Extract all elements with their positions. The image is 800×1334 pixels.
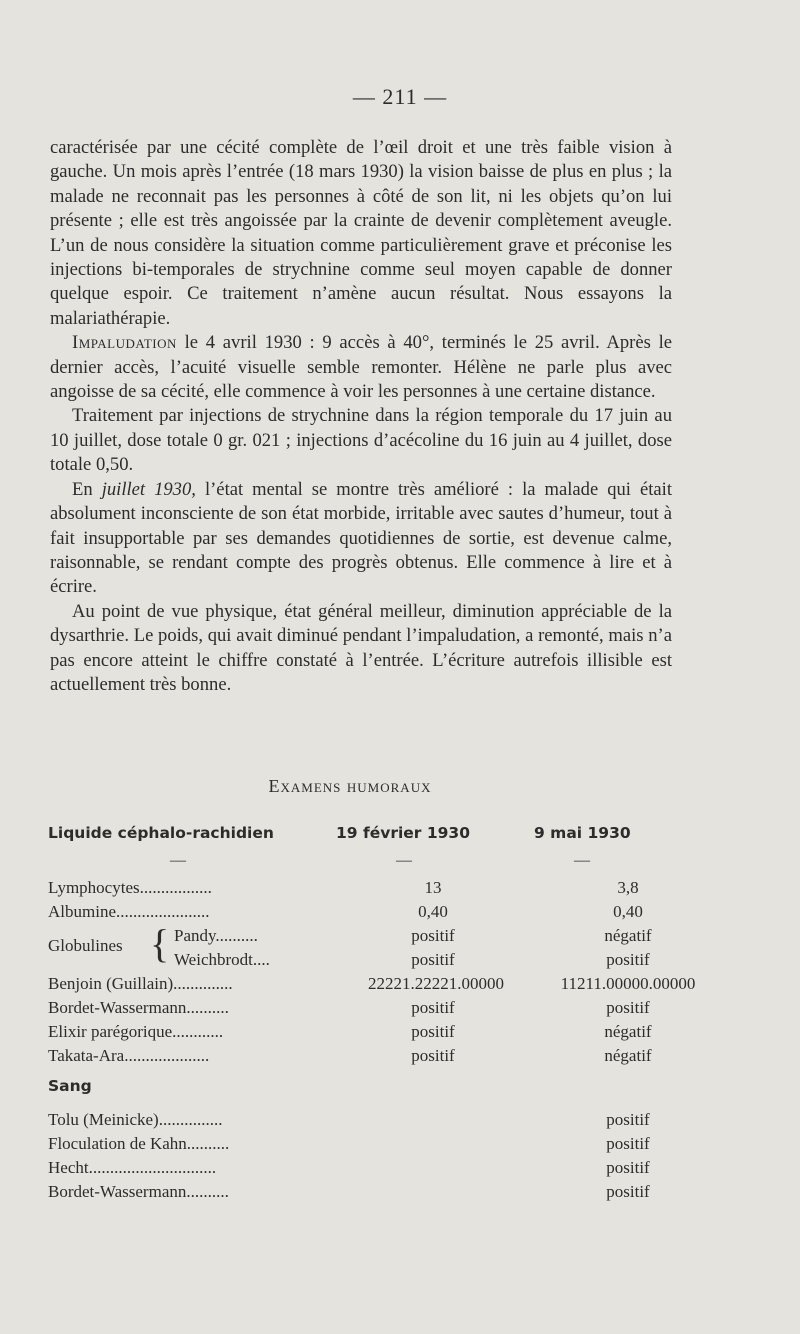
paragraph-4-lead: En [72, 478, 93, 500]
section-title: Examens humoraux [268, 776, 432, 796]
dash-3: — [574, 852, 590, 869]
row-value-1: positif [411, 926, 455, 945]
row-label: Benjoin (Guillain).............. [48, 974, 233, 993]
paragraph-4-date: juillet 1930, [101, 478, 196, 500]
paragraph-4 [50, 478, 672, 600]
table-header-label: Liquide céphalo-rachidien [48, 824, 274, 842]
body-text [50, 136, 672, 697]
row-value-1: 22221.22221.00000 [368, 974, 504, 993]
row-value-2: 0,40 [613, 902, 643, 921]
row-value-1: positif [411, 950, 455, 969]
row-label: Bordet-Wassermann.......... [48, 1182, 229, 1201]
table-row [48, 997, 688, 1019]
dash-1: — [170, 852, 186, 869]
row-label: Floculation de Kahn.......... [48, 1134, 230, 1153]
table-row [48, 1181, 688, 1203]
row-value-2: négatif [604, 1022, 652, 1041]
row-value-2: négatif [604, 1046, 652, 1065]
table-row [48, 1133, 688, 1155]
row-value-1: positif [411, 998, 455, 1017]
row-value-2: positif [606, 1158, 650, 1177]
table-row [48, 949, 688, 971]
table-row [48, 1021, 688, 1043]
table-header-date2: 9 mai 1930 [534, 824, 631, 842]
table-row [48, 901, 688, 923]
globulines-label: Globulines [48, 936, 123, 955]
row-label: Bordet-Wassermann.......... [48, 998, 229, 1017]
row-label: Elixir parégorique............ [48, 1022, 224, 1041]
sang-title: Sang [48, 1077, 92, 1095]
row-value-2: positif [606, 950, 650, 969]
table-row [48, 973, 696, 995]
table-row [48, 925, 688, 947]
paragraph-3: Traitement par injections de strychnine dans la région temporale du 17 juin au 10 juillet, dose totale 0 gr. 021 ; injections d’acécoline du 16 juin au 4 juillet, dose totale 0,50. [50, 405, 672, 476]
paragraph-5: Au point de vue physique, état général meilleur, diminution appréciable de la dysarthrie. Le poids, qui avait diminué pendant l’impaludation, a remonté, mais n’a pas encore atteint le chiffre constaté à l’entrée. L’écriture autrefois illisible est actuellement très bonne. [50, 600, 672, 695]
row-value-2: positif [606, 1134, 650, 1153]
dash-2: — [396, 852, 412, 869]
row-value-1: positif [411, 1022, 455, 1041]
paragraph-2-text: le 4 avril 1930 : 9 accès à 40°, terminés le 25 avril. Après le dernier accès, l’acuité visuelle semble remonter. Hélène ne parle plus avec angoisse de sa cécité, elle commence à voir les personnes à une certaine distance. [50, 332, 672, 403]
row-value-2: 3,8 [617, 878, 639, 897]
row-value-2: positif [606, 1182, 650, 1201]
row-value-2: positif [606, 1110, 650, 1129]
row-value-2: positif [606, 998, 650, 1017]
row-value-1: positif [411, 1046, 455, 1065]
impaludation-lead: Impaludation [72, 332, 177, 354]
row-label: Tolu (Meinicke)............... [48, 1110, 223, 1129]
row-label: Takata-Ara.................... [48, 1046, 210, 1065]
row-value-1: 0,40 [418, 902, 448, 921]
table-row [48, 877, 688, 899]
paragraph-1: caractérisée par une cécité complète de l’œil droit et une très faible vision à gauche. Un mois après l’entrée (18 mars 1930) la vision baisse de plus en plus ; la malade ne reconnait pas les personnes à côté de son lit, ni les objets qu’on lui présente ; elle est très angoissée par la crainte de devenir complètement aveugle. L’un de nous considère la situation comme particulièrement grave et préconise les injections bi-temporales de strychnine comme seul moyen capable de donner quelque espoir. Ce traitement n’amène aucun résultat. Nous essayons la malariathérapie. [50, 137, 672, 329]
table-header-date1: 19 février 1930 [336, 824, 470, 842]
brace: { [150, 921, 170, 966]
table-row [48, 1157, 688, 1179]
row-value-2: 11211.00000.00000 [560, 974, 696, 993]
row-value-2: négatif [604, 926, 652, 945]
table-row [48, 1045, 688, 1067]
row-label: Hecht.............................. [48, 1158, 217, 1177]
row-value-1: 13 [424, 878, 442, 897]
paragraph-4-text: l’état mental se montre très amélioré : la malade qui était absolument inconsciente de son état morbide, irritable avec sautes d’humeur, tout à fait insupportable par ses demandes quotidiennes de sortie, est devenue calme, raisonnable, se rendant compte des progrès obtenus. Elle commence à lire et à écrire. [50, 478, 672, 598]
row-label: Lymphocytes................. [48, 878, 212, 897]
row-label: Weichbrodt.... [174, 950, 270, 969]
table-row [48, 1109, 688, 1131]
row-label: Pandy.......... [174, 926, 258, 945]
page-number: — 211 — [352, 84, 448, 109]
row-label: Albumine...................... [48, 902, 210, 921]
paragraph-2 [50, 331, 672, 404]
